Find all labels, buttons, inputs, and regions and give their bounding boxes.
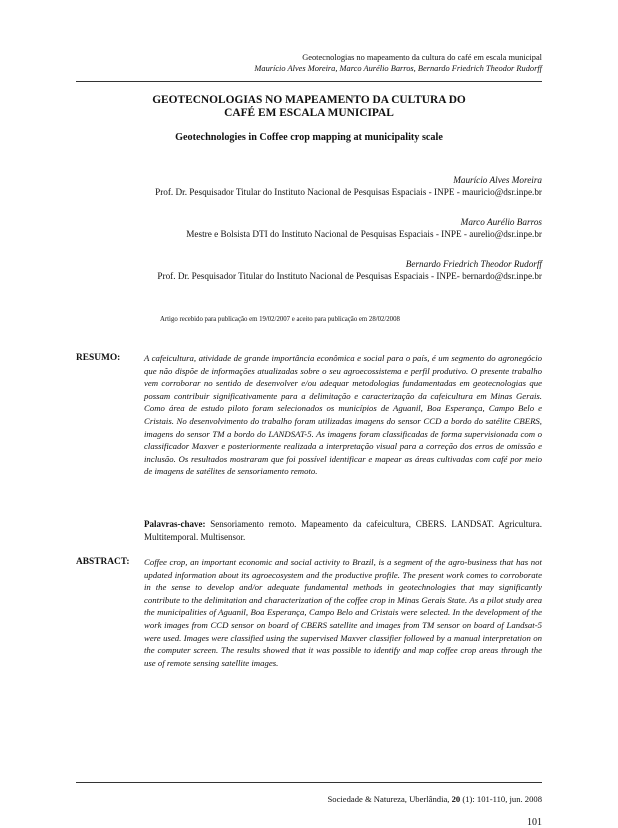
running-header-title: Geotecnologias no mapeamento da cultura do café em escala municipal (302, 53, 542, 62)
keywords (144, 518, 542, 544)
abstract-text: Coffee crop, an important economic and social activity to Brazil, is a segment of the agro-business that has not updated information about its agroecosystem and the productive profile. The present work comes to corroborate in the sense to develop and/or adequate fundamental methods in geotechnologies that may significantly contribute to the delimitation and characterization of the coffee crop in Minas Gerais State. As a pilot study area the municipalities of Aguanil, Boa Esperança, Campo Belo and Cristais were selected. In the development of the work images from CCD sensor on board of CBERS satellite and images from TM sensor on board of Landsat-5 were used. Images were classified using the supervised Maxver classifier followed by a manual interpretation on the computer screen. The results showed that it was possible to identify and map coffee crop areas through the use of remote sensing satellite images. (144, 557, 542, 668)
author-name: Maurício Alves Moreira (453, 175, 542, 185)
footer-divider (76, 782, 542, 783)
title-english: Geotechnologies in Coffee crop mapping at municipality scale (175, 132, 443, 143)
submission-dates: Artigo recebido para publicação em 19/02/2007 e aceito para publicação em 28/02/2008 (160, 316, 400, 323)
page-number: 101 (527, 817, 542, 828)
resumo-label: RESUMO: (76, 353, 121, 363)
journal-footer (328, 794, 543, 804)
title-pt-line-2: CAFÉ EM ESCALA MUNICIPAL (224, 107, 394, 119)
footer-journal: Sociedade & Natureza, Uberlândia, (327, 794, 450, 804)
author-name: Bernardo Friedrich Theodor Rudorff (405, 259, 542, 269)
author-block (157, 258, 542, 282)
author-affiliation: Prof. Dr. Pesquisador Titular do Instituto Nacional de Pesquisas Espaciais - INPE - mauricio@dsr.inpe.br (155, 187, 542, 197)
footer-volume: 20 (451, 794, 461, 804)
title-pt-line-1: GEOTECNOLOGIAS NO MAPEAMENTO DA CULTURA DO (152, 94, 466, 106)
author-block (155, 174, 542, 198)
resumo-text: A cafeicultura, atividade de grande importância econômica e social para o país, é um segmento do agronegócio que não dispõe de informações atualizadas sobre o seu agroecossistema e perfil produtivo. O presente trabalho vem corroborar no sentido de desenvolver e/ou adequar metodologias fundamentadas em geotecnologias que possam contribuir significativamente para a delimitação e caracterização da cafeicultura em Minas Gerais. Como área de estudo piloto foram selecionados os municípios de Aguanil, Boa Esperança, Campo Belo e Cristais. No desenvolvimento do trabalho foram utilizadas imagens do sensor CCD a bordo do satélite CBERS, imagens do sensor TM a bordo do LANDSAT-5. As imagens foram classificadas de forma supervisionada com o classificador Maxver e posteriormente realizada a interpretação visual para a correção dos erros de omissão e inclusão. Os resultados mostraram que foi possível identificar e mapear as áreas cultivadas com café por meio de imagens de satélites de sensoriamento remoto. (144, 353, 542, 477)
author-affiliation: Prof. Dr. Pesquisador Titular do Instituto Nacional de Pesquisas Espaciais - INPE- bernardo@dsr.inpe.br (157, 271, 542, 281)
running-header-authors: Maurício Alves Moreira, Marco Aurélio Barros, Bernardo Friedrich Theodor Rudorff (254, 64, 542, 73)
author-name: Marco Aurélio Barros (460, 217, 542, 227)
keywords-label: Palavras-chave: (144, 519, 206, 529)
title-portuguese (76, 94, 542, 120)
running-header (254, 52, 542, 74)
author-affiliation: Mestre e Bolsista DTI do Instituto Nacional de Pesquisas Espaciais - INPE - aurelio@dsr.inpe.br (186, 229, 542, 239)
abstract-label: ABSTRACT: (76, 557, 130, 567)
header-divider (76, 81, 542, 82)
author-block (186, 216, 542, 240)
footer-issue-pages: (1): 101-110, jun. 2008 (462, 794, 542, 804)
keywords-text: Sensoriamento remoto. Mapeamento da cafeicultura, CBERS. LANDSAT. Agricultura. Multitemporal. Multisensor. (144, 519, 542, 542)
